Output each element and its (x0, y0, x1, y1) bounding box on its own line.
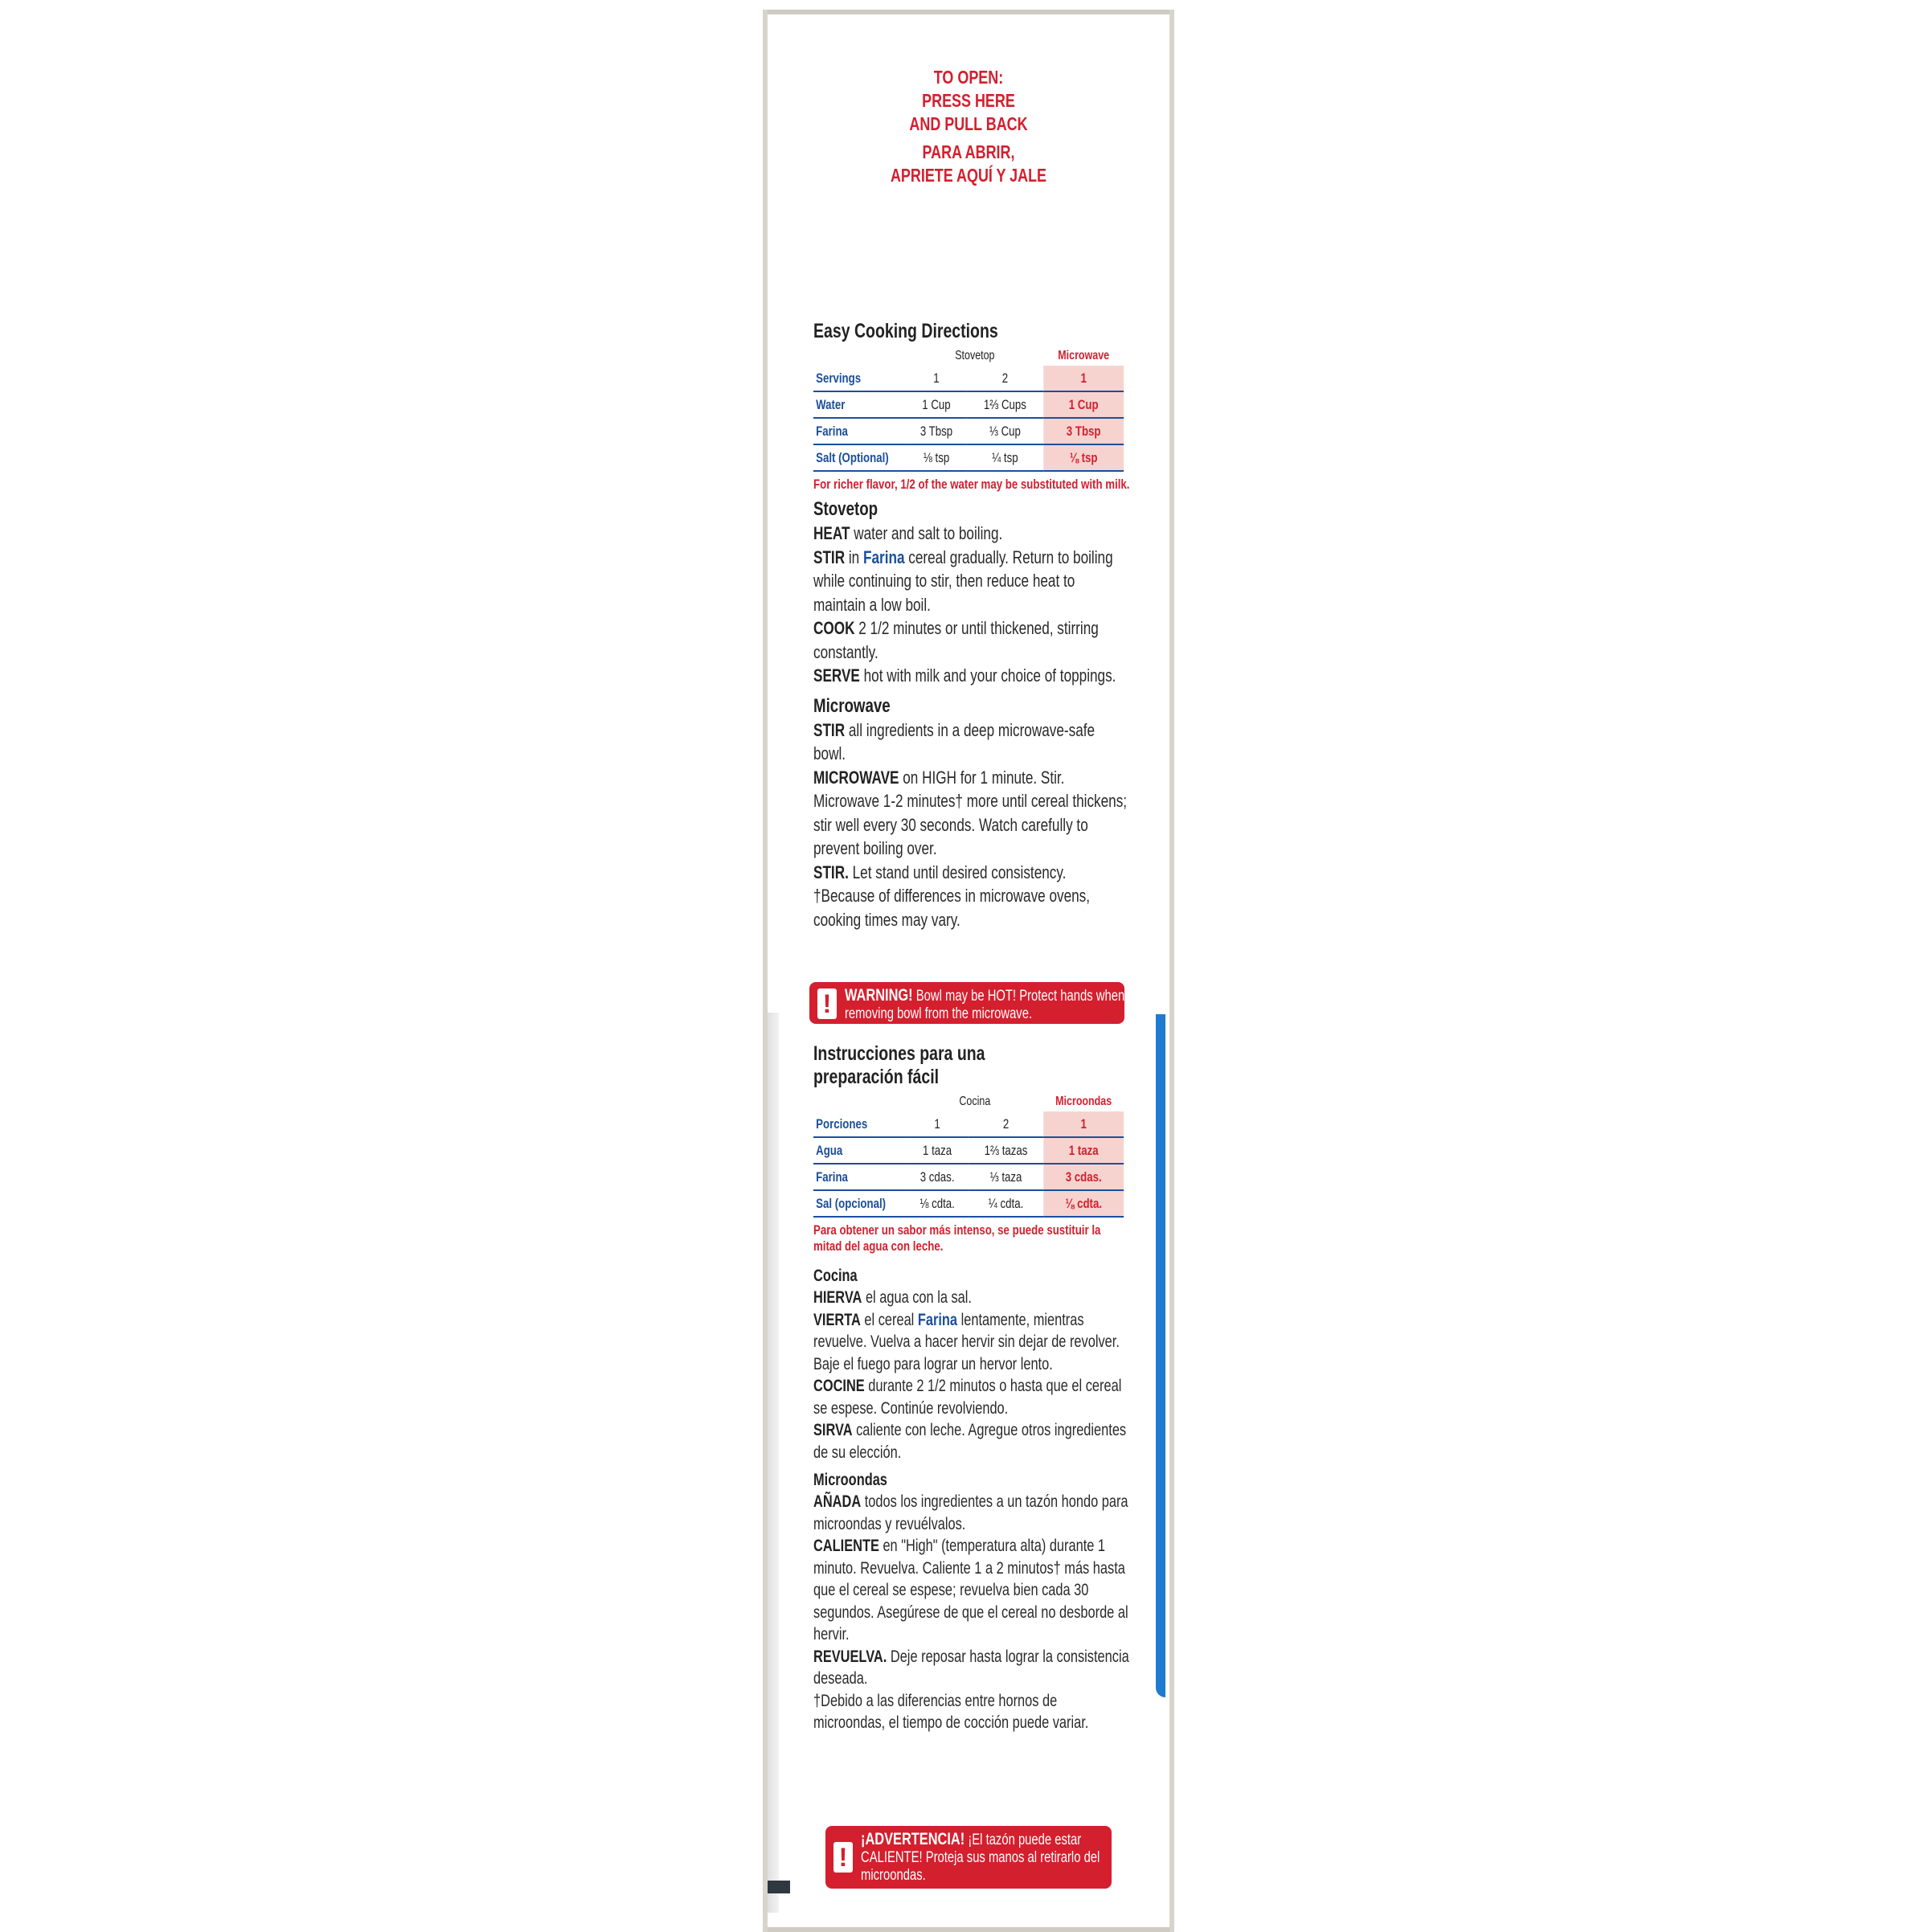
open-line-3: AND PULL BACK (909, 113, 1028, 134)
open-line-es-1: PARA ABRIR, (922, 141, 1015, 162)
table-row: Farina 3 Tbsp ⅓ Cup 3 Tbsp (813, 418, 1124, 444)
microwave-instructions: STIR all ingredients in a deep microwave-safe bowl. MICROWAVE on HIGH for 1 minute. Stir. Microwave 1-2 minutes† more until cereal thickens; stir well every 30 seconds. Watch carefully to prevent boiling over. STIR. Let stand until desired consistency. †Because of differences in microwave ovens, cooking times may vary. (813, 719, 1128, 930)
warning-icon: ! (833, 1842, 853, 1873)
stovetop-instructions: HEAT water and salt to boiling. STIR in Farina cereal gradually. Return to boiling while continuing to stir, then reduce heat to maintain a low boil. COOK 2 1/2 minutes or until thickened, stirring constantly. SERVE hot with milk and your choice of toppings. (813, 523, 1116, 686)
table-row: Farina 3 cdas. ⅓ taza 3 cdas. (813, 1164, 1124, 1190)
warning-icon: ! (817, 989, 837, 1019)
table-row: Water 1 Cup 1⅔ Cups 1 Cup (813, 391, 1124, 418)
spanish-title-2: preparación fácil (813, 1066, 940, 1088)
brand-name: Farina (917, 1310, 958, 1329)
microondas-instructions: AÑADA todos los ingredientes a un tazón hondo para microondas y revuélvalos. CALIENTE en "High" (temperatura alta) durante 1 minuto. Revuelva. Caliente 1 a 2 minutos† más hasta que el cereal se espese; revuelva bien cada 30 segundos. Asegúrese de que el cereal no desborde al hervir. REVUELVA. Deje reposar hasta lograr la consistencia deseada. †Debido a las diferencias entre hornos de microondas, el tiempo de cocción puede variar. (813, 1492, 1129, 1732)
table-row: Salt (Optional) ⅛ tsp ¼ tsp ⅛ tsp (813, 444, 1124, 471)
english-directions (813, 320, 1135, 931)
spanish-milk-note: Para obtener un sabor más intenso, se puede sustituir la mitad del agua con leche. (813, 1222, 1101, 1254)
microondas-heading: Microondas (813, 1471, 887, 1489)
spanish-title-1: Instrucciones para una (813, 1042, 985, 1065)
open-line-es-2: APRIETE AQUÍ Y JALE (890, 165, 1047, 186)
spanish-warning-box: ! ¡ADVERTENCIA! ¡El tazón puede estar CALIENTE! Proteja sus manos al retirarlo del microondas. (825, 1826, 1112, 1889)
table-row: Sal (opcional) ⅛ cdta. ¼ cdta. ⅛ cdta. (813, 1190, 1124, 1217)
cocina-header: Cocina (959, 1095, 991, 1108)
table-row: Agua 1 taza 1⅔ tazas 1 taza (813, 1137, 1124, 1164)
spanish-table (813, 1092, 1124, 1218)
cocina-instructions: HIERVA el agua con la sal. VIERTA el cereal Farina lentamente, mientras revuelve. Vuelva a hacer hervir sin dejar de revolver. Baje el fuego para lograr un hervor lento. COCINE durante 2 1/2 minutos o hasta que el cereal se espese. Continúe revolviendo. SIRVA caliente con leche. Agregue otros ingredientes de su elección. (813, 1288, 1127, 1462)
table-row: Porciones 1 2 1 (813, 1111, 1124, 1137)
microwave-heading: Microwave (813, 694, 891, 717)
microondas-header: Microondas (1055, 1095, 1112, 1108)
english-milk-note: For richer flavor, 1/2 of the water may be substituted with milk. (813, 477, 1130, 492)
open-line-1: TO OPEN: (933, 67, 1004, 88)
open-instructions[interactable] (840, 66, 1097, 187)
english-table (813, 346, 1124, 472)
brand-name: Farina (862, 546, 905, 567)
stovetop-heading: Stovetop (813, 498, 878, 520)
english-title: Easy Cooking Directions (813, 320, 998, 342)
microwave-header: Microwave (1058, 349, 1110, 362)
stovetop-header: Stovetop (955, 349, 995, 362)
spanish-directions (813, 1042, 1135, 1734)
english-warning-box: ! WARNING! Bowl may be HOT! Protect hands when removing bowl from the microwave. (809, 982, 1124, 1024)
table-row: Servings 1 2 1 (813, 366, 1124, 391)
box-tab-mark (768, 1881, 790, 1893)
box-edge-left (768, 1013, 779, 1913)
open-line-2: PRESS HERE (922, 90, 1015, 111)
box-edge-right-blue (1156, 1014, 1165, 1697)
cocina-heading: Cocina (813, 1267, 858, 1285)
